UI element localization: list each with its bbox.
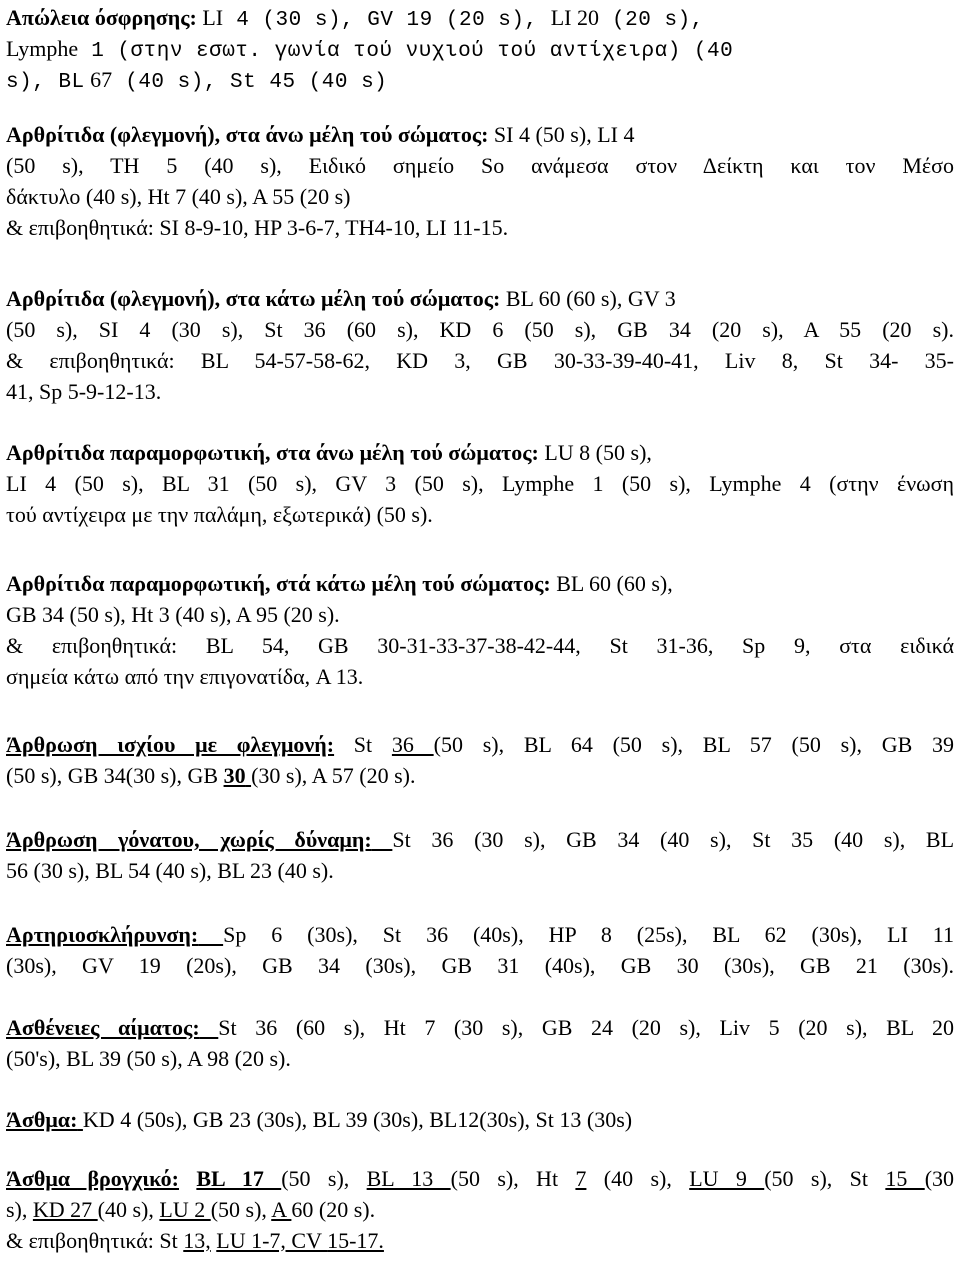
section-heading: Αρθρίτιδα (φλεγμονή), στα κάτω μέλη τού σώματος: (6, 286, 501, 311)
section-heading: Αρτηριοσκλήρυνση: (6, 922, 199, 947)
text-line (6, 468, 954, 499)
section-arthritis-upper-inflammatory (6, 119, 954, 243)
text-run: s), BL (6, 71, 85, 94)
text-run: LI (196, 5, 224, 30)
text-run: 4 (30 s), GV 19 (20 s), (223, 9, 551, 32)
text-run: LI 4 (50 s), BL 31 (50 s), GV 3 (50 s), Lymphe 1 (50 s), Lymphe 4 (στην ένωση (6, 471, 954, 496)
text-run: (50 s), GB 34(30 s), GB (6, 763, 224, 788)
text-run (179, 1166, 196, 1191)
text-run: 13, (183, 1228, 211, 1253)
text-run: s), (6, 1197, 33, 1222)
section-heading: BL 17 (196, 1166, 282, 1191)
section-asthma (6, 1104, 954, 1135)
section-heading: Άσθμα: (6, 1107, 78, 1132)
text-line (6, 760, 954, 791)
text-run: Sp 6 (30s), St 36 (40s), HP 8 (25s), BL 62 (30s), LI 11 (223, 922, 954, 947)
text-line (6, 568, 954, 599)
text-line (6, 855, 954, 886)
text-run: (50 s), BL 64 (50 s), BL 57 (50 s), GB 39 (433, 732, 955, 757)
text-run: 67 (84, 67, 113, 92)
text-line (6, 1043, 954, 1074)
text-line (6, 729, 954, 760)
text-line (6, 1194, 954, 1225)
text-run: 56 (30 s), BL 54 (40 s), BL 23 (40 s). (6, 858, 334, 883)
text-run: & επιβοηθητικά: St (6, 1228, 184, 1253)
text-line (6, 150, 954, 181)
text-run: 60 (20 s). (291, 1197, 376, 1222)
text-line (6, 599, 954, 630)
text-run: 15 (885, 1166, 925, 1191)
text-line (6, 212, 954, 243)
section-heading: Αρθρίτιδα (φλεγμονή), στα άνω μέλη τού σώματος: (6, 122, 489, 147)
text-run: (50 s), SI 4 (30 s), St 36 (60 s), KD 6 (50 s), GB 34 (20 s), A 55 (20 s). (6, 317, 954, 342)
text-run: LU 2 (159, 1197, 211, 1222)
section-heading: Αρθρίτιδα παραμορφωτική, στά κάτω μέλη τού σώματος: (6, 571, 551, 596)
section-heading: Αρθρίτιδα παραμορφωτική, στα άνω μέλη τού σώματος: (6, 440, 539, 465)
text-run: LU 8 (50 s), (538, 440, 652, 465)
text-run: BL 60 (60 s), (550, 571, 673, 596)
text-run: 7 (575, 1166, 587, 1191)
text-line (6, 376, 954, 407)
text-line (6, 64, 954, 95)
text-line (6, 1225, 954, 1256)
section-arthritis-lower-deforming (6, 568, 954, 692)
section-heading: Άρθρωση γόνατου, χωρίς δύναμη: (6, 827, 372, 852)
text-run: (30 (924, 1166, 955, 1191)
section-loss-of-smell (6, 2, 954, 95)
text-run: 41, Sp 5-9-12-13. (6, 379, 162, 404)
text-run: 15-17. (327, 1228, 384, 1253)
section-arteriosclerosis (6, 919, 954, 981)
text-line (6, 824, 954, 855)
text-run: KD 27 (32, 1197, 98, 1222)
text-run: KD 4 (50s), GB 23 (30s), BL 39 (30s), BL12(30s), St 13 (30s) (82, 1107, 633, 1132)
section-heading: Απώλεια όσφρησης: (6, 5, 197, 30)
text-run: GB 34 (50 s), Ht 3 (40 s), A 95 (20 s). (6, 602, 340, 627)
text-run: LU 9 (689, 1166, 765, 1191)
text-run: & επιβοηθητικά: BL 54-57-58-62, KD 3, GB 30-33-39-40-41, Liv 8, St 34- 35- (6, 348, 954, 373)
text-line (6, 119, 954, 150)
text-run: (50 s), (210, 1197, 272, 1222)
text-run (198, 922, 223, 947)
text-run: & επιβοηθητικά: BL 54, GB 30-31-33-37-38-42-44, St 31-36, Sp 9, στα ειδικά (6, 633, 954, 658)
text-run: SI 4 (50 s), LI 4 (488, 122, 635, 147)
text-run: (50 s), TH 5 (40 s), Ειδικό σημείο So ανάμεσα στον Δείκτη και τον Μέσο (6, 153, 954, 178)
text-run: (50's), BL 39 (50 s), A 98 (20 s). (6, 1046, 291, 1071)
text-run: (40 s), (97, 1197, 160, 1222)
text-run: & επιβοηθητικά: SI 8-9-10, HP 3-6-7, TH4-10, LI 11-15. (6, 215, 509, 240)
text-run: BL 60 (60 s), GV 3 (500, 286, 676, 311)
section-blood-diseases (6, 1012, 954, 1074)
section-arthritis-lower-inflammatory (6, 283, 954, 407)
text-run: St (334, 732, 392, 757)
text-run: Lymphe (6, 36, 79, 61)
section-heading: Ασθένειες αίματος: (6, 1015, 200, 1040)
text-run: LU 1-7, CV (216, 1228, 328, 1253)
text-run: (40 s), (586, 1166, 690, 1191)
text-line (6, 1163, 954, 1194)
text-run: St 36 (30 s), GB 34 (40 s), St 35 (40 s), BL (392, 827, 955, 852)
text-line (6, 33, 954, 64)
text-line (6, 950, 954, 981)
text-run: LI 20 (550, 5, 599, 30)
text-run (200, 1015, 219, 1040)
text-run: (50 s), Ht (450, 1166, 576, 1191)
text-line (6, 1104, 954, 1135)
text-run: A (271, 1197, 292, 1222)
text-run: 1 (στην εσωτ. γωνία τού νυχιού τού αντίχειρα) (40 (78, 40, 734, 63)
section-hip-joint (6, 729, 954, 791)
text-line (6, 2, 954, 33)
text-run: δάκτυλο (40 s), Ht 7 (40 s), A 55 (20 s) (6, 184, 351, 209)
text-line (6, 919, 954, 950)
text-run: τού αντίχειρα με την παλάμη, εξωτερικά) (50 s). (6, 502, 433, 527)
text-run: (50 s), (281, 1166, 367, 1191)
text-line (6, 437, 954, 468)
text-line (6, 314, 954, 345)
text-line (6, 661, 954, 692)
text-line (6, 499, 954, 530)
text-run: (50 s), St (764, 1166, 886, 1191)
text-run (372, 827, 393, 852)
text-run: (20 s), (598, 9, 704, 32)
text-run: (30 s), A 57 (20 s). (251, 763, 416, 788)
text-line (6, 181, 954, 212)
section-heading: Άσθμα βρογχικό: (6, 1166, 179, 1191)
section-heading: 30 (223, 763, 246, 788)
section-arthritis-upper-deforming (6, 437, 954, 530)
text-run: 36 (391, 732, 434, 757)
text-run: σημεία κάτω από την επιγονατίδα, A 13. (6, 664, 364, 689)
section-heading: Άρθρωση ισχίου με φλεγμονή: (6, 732, 335, 757)
text-line (6, 1012, 954, 1043)
text-line (6, 630, 954, 661)
text-run: (30s), GV 19 (20s), GB 34 (30s), GB 31 (40s), GB 30 (30s), GB 21 (30s). (6, 953, 954, 978)
text-run: St 36 (60 s), Ht 7 (30 s), GB 24 (20 s), Liv 5 (20 s), BL 20 (218, 1015, 955, 1040)
text-line (6, 345, 954, 376)
section-bronchial-asthma (6, 1163, 954, 1256)
text-run: (40 s), St 45 (40 s) (112, 71, 388, 94)
section-knee-joint (6, 824, 954, 886)
text-run: BL 13 (366, 1166, 451, 1191)
text-line (6, 283, 954, 314)
